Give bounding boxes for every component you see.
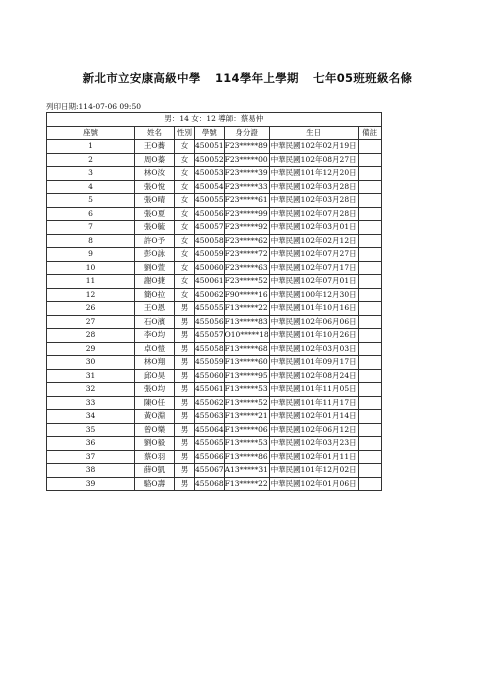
note-cell — [358, 356, 381, 370]
summary-row — [47, 113, 382, 127]
student-id-cell: 450057 — [195, 221, 225, 235]
seat-cell: 5 — [47, 194, 135, 208]
id-number-cell: F13*****53 — [224, 437, 269, 451]
birthday-cell: 中華民國102年06月12日 — [269, 423, 358, 437]
seat-cell: 29 — [47, 342, 135, 356]
birthday-cell: 中華民國101年10月26日 — [269, 329, 358, 343]
gender-cell: 男 — [175, 396, 195, 410]
birthday-cell: 中華民國102年07月01日 — [269, 275, 358, 289]
id-number-cell: F13*****06 — [224, 423, 269, 437]
name-cell: 薛O凱 — [135, 464, 175, 478]
table-row — [47, 167, 382, 181]
name-cell: 周O蓁 — [135, 153, 175, 167]
table-row — [47, 450, 382, 464]
column-header-gender: 性別 — [175, 126, 195, 140]
name-cell: 張O夏 — [135, 207, 175, 221]
student-id-cell: 455064 — [195, 423, 225, 437]
id-number-cell: F90*****16 — [224, 288, 269, 302]
name-cell: 卓O愷 — [135, 342, 175, 356]
id-number-cell: F23*****52 — [224, 275, 269, 289]
summary-text: 男：14 女：12 導師：蔡易仲 — [47, 113, 382, 127]
id-number-cell: F23*****89 — [224, 140, 269, 154]
gender-cell: 男 — [175, 369, 195, 383]
seat-cell: 8 — [47, 234, 135, 248]
name-cell: 林O汝 — [135, 167, 175, 181]
class-title: 七年05班班級名條 — [313, 71, 413, 85]
name-cell: 曾O樂 — [135, 423, 175, 437]
note-cell — [358, 302, 381, 316]
gender-cell: 女 — [175, 140, 195, 154]
birthday-cell: 中華民國101年12月02日 — [269, 464, 358, 478]
birthday-cell: 中華民國102年03月01日 — [269, 221, 358, 235]
student-id-cell: 450061 — [195, 275, 225, 289]
name-cell: 陳O任 — [135, 396, 175, 410]
student-id-cell: 455058 — [195, 342, 225, 356]
column-header-name: 姓名 — [135, 126, 175, 140]
note-cell — [358, 234, 381, 248]
name-cell: 張O均 — [135, 383, 175, 397]
id-number-cell: F13*****60 — [224, 356, 269, 370]
table-row — [47, 248, 382, 262]
student-id-cell: 455061 — [195, 383, 225, 397]
student-id-cell: 455056 — [195, 315, 225, 329]
name-cell: 劉O萱 — [135, 261, 175, 275]
student-id-cell: 455062 — [195, 396, 225, 410]
table-row — [47, 383, 382, 397]
id-number-cell: F23*****39 — [224, 167, 269, 181]
seat-cell: 2 — [47, 153, 135, 167]
note-cell — [358, 207, 381, 221]
note-cell — [358, 437, 381, 451]
table-row — [47, 477, 382, 491]
table-row — [47, 356, 382, 370]
id-number-cell: F23*****33 — [224, 180, 269, 194]
student-id-cell: 450060 — [195, 261, 225, 275]
seat-cell: 36 — [47, 437, 135, 451]
table-row — [47, 396, 382, 410]
seat-cell: 32 — [47, 383, 135, 397]
gender-cell: 女 — [175, 261, 195, 275]
gender-cell: 女 — [175, 288, 195, 302]
table-row — [47, 275, 382, 289]
note-cell — [358, 275, 381, 289]
name-cell: 邱O昊 — [135, 369, 175, 383]
table-row — [47, 221, 382, 235]
student-id-cell: 450052 — [195, 153, 225, 167]
table-row — [47, 140, 382, 154]
id-number-cell: F23*****99 — [224, 207, 269, 221]
note-cell — [358, 477, 381, 491]
table-row — [47, 207, 382, 221]
gender-cell: 男 — [175, 302, 195, 316]
table-row — [47, 369, 382, 383]
class-roster-table — [46, 112, 382, 491]
name-cell: 駱O壽 — [135, 477, 175, 491]
gender-cell: 男 — [175, 423, 195, 437]
header-row — [47, 126, 382, 140]
birthday-cell: 中華民國101年11月05日 — [269, 383, 358, 397]
gender-cell: 女 — [175, 180, 195, 194]
note-cell — [358, 450, 381, 464]
name-cell: 王O恩 — [135, 302, 175, 316]
birthday-cell: 中華民國101年11月17日 — [269, 396, 358, 410]
seat-cell: 4 — [47, 180, 135, 194]
id-number-cell: F13*****53 — [224, 383, 269, 397]
seat-cell: 28 — [47, 329, 135, 343]
birthday-cell: 中華民國102年01月06日 — [269, 477, 358, 491]
column-header-id-number: 身分證 — [224, 126, 269, 140]
id-number-cell: F13*****21 — [224, 410, 269, 424]
gender-cell: 女 — [175, 248, 195, 262]
birthday-cell: 中華民國102年03月28日 — [269, 180, 358, 194]
seat-cell: 10 — [47, 261, 135, 275]
note-cell — [358, 329, 381, 343]
seat-cell: 9 — [47, 248, 135, 262]
table-row — [47, 423, 382, 437]
student-id-cell: 455066 — [195, 450, 225, 464]
name-cell: 許O予 — [135, 234, 175, 248]
table-row — [47, 261, 382, 275]
note-cell — [358, 153, 381, 167]
seat-cell: 11 — [47, 275, 135, 289]
column-header-seat: 座號 — [47, 126, 135, 140]
gender-cell: 男 — [175, 450, 195, 464]
table-row — [47, 464, 382, 478]
gender-cell: 男 — [175, 342, 195, 356]
name-cell: 彭O詠 — [135, 248, 175, 262]
table-row — [47, 288, 382, 302]
birthday-cell: 中華民國102年08月24日 — [269, 369, 358, 383]
birthday-cell: 中華民國102年03月23日 — [269, 437, 358, 451]
id-number-cell: F23*****61 — [224, 194, 269, 208]
birthday-cell: 中華民國102年03月03日 — [269, 342, 358, 356]
seat-cell: 39 — [47, 477, 135, 491]
term-label: 114學年上學期 — [214, 71, 299, 85]
table-row — [47, 194, 382, 208]
gender-cell: 男 — [175, 464, 195, 478]
note-cell — [358, 315, 381, 329]
note-cell — [358, 288, 381, 302]
school-name: 新北市立安康高級中學 — [82, 71, 201, 85]
birthday-cell: 中華民國101年10月16日 — [269, 302, 358, 316]
gender-cell: 男 — [175, 356, 195, 370]
seat-cell: 7 — [47, 221, 135, 235]
name-cell: 劉O毅 — [135, 437, 175, 451]
name-cell: 石O濱 — [135, 315, 175, 329]
gender-cell: 女 — [175, 207, 195, 221]
note-cell — [358, 423, 381, 437]
table-row — [47, 342, 382, 356]
seat-cell: 3 — [47, 167, 135, 181]
student-id-cell: 455063 — [195, 410, 225, 424]
table-row — [47, 234, 382, 248]
birthday-cell: 中華民國102年02月12日 — [269, 234, 358, 248]
note-cell — [358, 342, 381, 356]
note-cell — [358, 464, 381, 478]
birthday-cell: 中華民國102年02月19日 — [269, 140, 358, 154]
name-cell: 蔡O羽 — [135, 450, 175, 464]
seat-cell: 6 — [47, 207, 135, 221]
birthday-cell: 中華民國102年08月27日 — [269, 153, 358, 167]
note-cell — [358, 248, 381, 262]
note-cell — [358, 410, 381, 424]
student-id-cell: 450062 — [195, 288, 225, 302]
student-id-cell: 450058 — [195, 234, 225, 248]
id-number-cell: F13*****68 — [224, 342, 269, 356]
gender-cell: 男 — [175, 410, 195, 424]
name-cell: 林O翔 — [135, 356, 175, 370]
gender-cell: 男 — [175, 437, 195, 451]
birthday-cell: 中華民國100年12月30日 — [269, 288, 358, 302]
birthday-cell: 中華民國102年07月28日 — [269, 207, 358, 221]
name-cell: 張O毓 — [135, 221, 175, 235]
gender-cell: 女 — [175, 194, 195, 208]
note-cell — [358, 221, 381, 235]
id-number-cell: O10*****18 — [224, 329, 269, 343]
column-header-student-id: 學號 — [195, 126, 225, 140]
gender-cell: 女 — [175, 221, 195, 235]
note-cell — [358, 369, 381, 383]
student-id-cell: 455059 — [195, 356, 225, 370]
table-row — [47, 329, 382, 343]
seat-cell: 34 — [47, 410, 135, 424]
id-number-cell: F23*****72 — [224, 248, 269, 262]
student-id-cell: 455065 — [195, 437, 225, 451]
document-title — [0, 70, 495, 86]
birthday-cell: 中華民國102年06月06日 — [269, 315, 358, 329]
table-row — [47, 302, 382, 316]
name-cell: 張O晴 — [135, 194, 175, 208]
note-cell — [358, 396, 381, 410]
student-id-cell: 455057 — [195, 329, 225, 343]
note-cell — [358, 194, 381, 208]
seat-cell: 33 — [47, 396, 135, 410]
gender-cell: 女 — [175, 275, 195, 289]
gender-cell: 男 — [175, 315, 195, 329]
seat-cell: 38 — [47, 464, 135, 478]
gender-cell: 男 — [175, 383, 195, 397]
column-header-birthday: 生日 — [269, 126, 358, 140]
student-id-cell: 450055 — [195, 194, 225, 208]
gender-cell: 女 — [175, 234, 195, 248]
id-number-cell: A13*****31 — [224, 464, 269, 478]
student-id-cell: 450051 — [195, 140, 225, 154]
table-row — [47, 410, 382, 424]
id-number-cell: F13*****52 — [224, 396, 269, 410]
id-number-cell: F23*****63 — [224, 261, 269, 275]
student-id-cell: 455060 — [195, 369, 225, 383]
gender-cell: 女 — [175, 153, 195, 167]
note-cell — [358, 167, 381, 181]
table-row — [47, 437, 382, 451]
seat-cell: 37 — [47, 450, 135, 464]
name-cell: 王O蕎 — [135, 140, 175, 154]
student-id-cell: 455067 — [195, 464, 225, 478]
student-id-cell: 450056 — [195, 207, 225, 221]
seat-cell: 1 — [47, 140, 135, 154]
name-cell: 謝O捷 — [135, 275, 175, 289]
student-id-cell: 455055 — [195, 302, 225, 316]
id-number-cell: F23*****00 — [224, 153, 269, 167]
note-cell — [358, 180, 381, 194]
note-cell — [358, 261, 381, 275]
note-cell — [358, 383, 381, 397]
id-number-cell: F13*****22 — [224, 477, 269, 491]
student-id-cell: 450053 — [195, 167, 225, 181]
birthday-cell: 中華民國101年09月17日 — [269, 356, 358, 370]
seat-cell: 12 — [47, 288, 135, 302]
name-cell: 簡O拉 — [135, 288, 175, 302]
birthday-cell: 中華民國102年07月27日 — [269, 248, 358, 262]
birthday-cell: 中華民國102年07月17日 — [269, 261, 358, 275]
id-number-cell: F23*****92 — [224, 221, 269, 235]
id-number-cell: F13*****95 — [224, 369, 269, 383]
name-cell: 張O悅 — [135, 180, 175, 194]
birthday-cell: 中華民國102年01月14日 — [269, 410, 358, 424]
table-row — [47, 180, 382, 194]
id-number-cell: F13*****22 — [224, 302, 269, 316]
gender-cell: 男 — [175, 329, 195, 343]
student-id-cell: 450054 — [195, 180, 225, 194]
name-cell: 黃O淵 — [135, 410, 175, 424]
gender-cell: 女 — [175, 167, 195, 181]
id-number-cell: F13*****86 — [224, 450, 269, 464]
student-id-cell: 455068 — [195, 477, 225, 491]
birthday-cell: 中華民國102年03月28日 — [269, 194, 358, 208]
id-number-cell: F13*****83 — [224, 315, 269, 329]
seat-cell: 30 — [47, 356, 135, 370]
table-row — [47, 315, 382, 329]
seat-cell: 26 — [47, 302, 135, 316]
birthday-cell: 中華民國102年01月11日 — [269, 450, 358, 464]
name-cell: 李O均 — [135, 329, 175, 343]
seat-cell: 31 — [47, 369, 135, 383]
table-row — [47, 153, 382, 167]
student-id-cell: 450059 — [195, 248, 225, 262]
gender-cell: 男 — [175, 477, 195, 491]
column-header-note: 備註 — [358, 126, 381, 140]
note-cell — [358, 140, 381, 154]
seat-cell: 35 — [47, 423, 135, 437]
print-date: 列印日期:114-07-06 09:50 — [46, 102, 141, 111]
birthday-cell: 中華民國101年12月20日 — [269, 167, 358, 181]
id-number-cell: F23*****62 — [224, 234, 269, 248]
seat-cell: 27 — [47, 315, 135, 329]
